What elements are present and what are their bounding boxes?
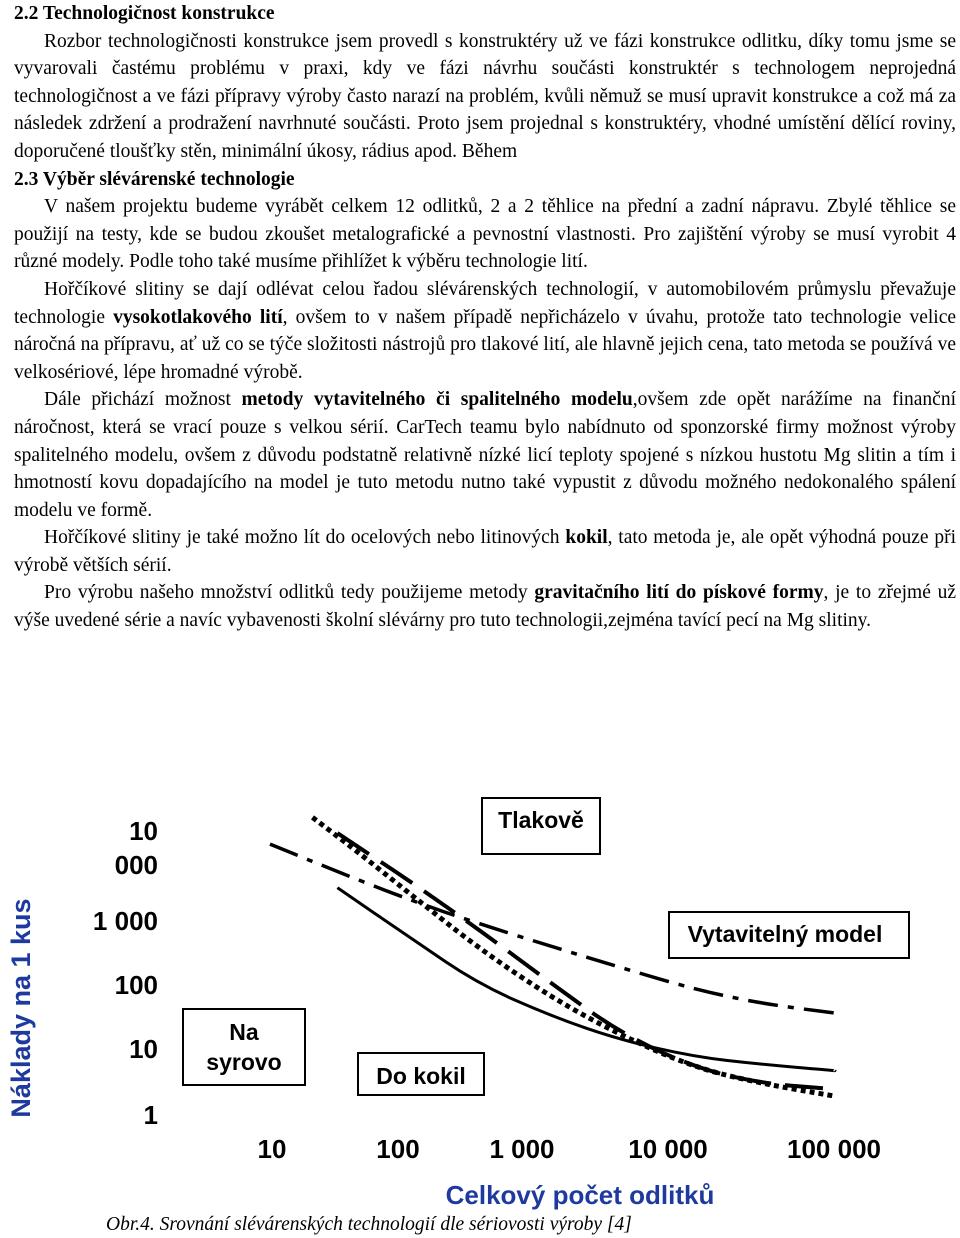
- x-axis-label: Celkový počet odlitků: [445, 1180, 715, 1210]
- emphasis: gravitačního lití do pískové formy: [534, 582, 824, 604]
- y-tick-label: 100: [114, 970, 158, 1000]
- section-title-2-3: 2.3 Výběr slévárenské technologie: [14, 168, 295, 190]
- y-tick-label: 10: [129, 1034, 158, 1064]
- y-tick-label: 1: [143, 1100, 158, 1130]
- x-tick-label: 10: [257, 1134, 287, 1164]
- figure-caption: [106, 1211, 632, 1238]
- y-tick-label: 1 000: [92, 906, 158, 936]
- x-tick-label: 1 000: [489, 1134, 555, 1164]
- annotation-label: Do kokil: [376, 1063, 466, 1089]
- x-tick-label: 10 000: [628, 1134, 708, 1164]
- y-tick-label: 10: [129, 816, 158, 846]
- caption-text: Srovnání slévárenských technologií dle sériovosti výroby [4]: [154, 1214, 632, 1235]
- y-tick-label: 000: [114, 850, 158, 880]
- x-tick-label: 100 000: [787, 1134, 881, 1164]
- paragraph: Hořčíkové slitiny je také možno lít do ocelových nebo litinových kokil, tato metoda je, ale opět výhodná pouze při výrobě větších sérií.: [14, 527, 956, 576]
- paragraph: Dále přichází možnost metody vytavitelného či spalitelného modelu,ovšem zde opět narážíme na finanční náročnost, která se vrací pouze s velkou sérií. CarTech teamu bylo nabídnuto od sponzorské firmy možnost výroby spalitelného modelu, ovšem z důvodu podstatně relativně nízké licí teploty spojené s nízkou hustotu Mg slitin a tím i hmotností kovu dopadajícího na model je tuto metodu nutno také vypustit z důvodu možného nedokonalého spálení modelu ve formě.: [14, 389, 956, 521]
- annotation-label: Vytavitelný model: [687, 921, 883, 947]
- paragraph: Rozbor technologičnosti konstrukce jsem provedl s konstruktéry už ve fázi konstrukce odlitku, díky tomu jsme se vyvarovali častému problému v praxi, kdy ve fázi návrhu součásti konstruktér s technologem neprojedná technologičnost a ve fázi přípravy výroby často narazí na problém, kvůli němuž se musí upravit konstrukce a což má za následek zdržení a prodražení navrhnuté součásti. Proto jsem projednal s konstruktéry, vhodné umístění dělící roviny, doporučené tloušťky stěn, minimální úkosy, rádius apod. Během: [14, 30, 956, 162]
- paragraph: V našem projektu budeme vyrábět celkem 12 odlitků, 2 a 2 těhlice na přední a zadní nápravu. Zbylé těhlice se použijí na testy, kde se budou zkoušet metalografické a pevnostní vlastnosti. Pro zajištění výroby se musí vyrobit 4 různé modely. Podle toho také musíme přihlížet k výběru technologie lití.: [14, 196, 956, 273]
- caption-label: Obr.4.: [106, 1214, 155, 1235]
- x-tick-label: 100: [376, 1134, 420, 1164]
- cost-chart: [0, 778, 960, 1210]
- paragraph: Pro výrobu našeho množství odlitků tedy použijeme metody gravitačního lití do pískové formy, je to zřejmé už výše uvedené série a navíc vybavenosti školní slévárny pro tuto technologii,zejména tavící pecí na Mg slitiny.: [14, 582, 956, 632]
- series-line: [337, 833, 835, 1089]
- annotation-label: Tlakově: [498, 807, 584, 833]
- annotation-label: syrovo: [206, 1049, 282, 1075]
- emphasis: metody vytavitelného či spalitelného modelu: [241, 389, 633, 411]
- emphasis: vysokotlakového lití: [113, 306, 283, 328]
- section-title-2-2: 2.2 Technologičnost konstrukce: [14, 3, 275, 24]
- paragraph: Hořčíkové slitiny se dají odlévat celou řadou slévárenských technologií, v automobilovém průmyslu převažuje technologie vysokotlakového lití, ovšem to v našem případě nepřicházelo v úvahu, protože tato technologie velice náročná na přípravu, ať už co se týče složitosti nástrojů pro tlakové lití, ale hlavně jejich cena, tato metoda se používá ve velkosériové, lépe hromadné výrobě.: [14, 278, 957, 383]
- document-body: [14, 0, 956, 635]
- emphasis: kokil: [565, 527, 608, 549]
- y-axis-label: Náklady na 1 kus: [6, 898, 36, 1118]
- annotation-label: Na: [229, 1019, 259, 1045]
